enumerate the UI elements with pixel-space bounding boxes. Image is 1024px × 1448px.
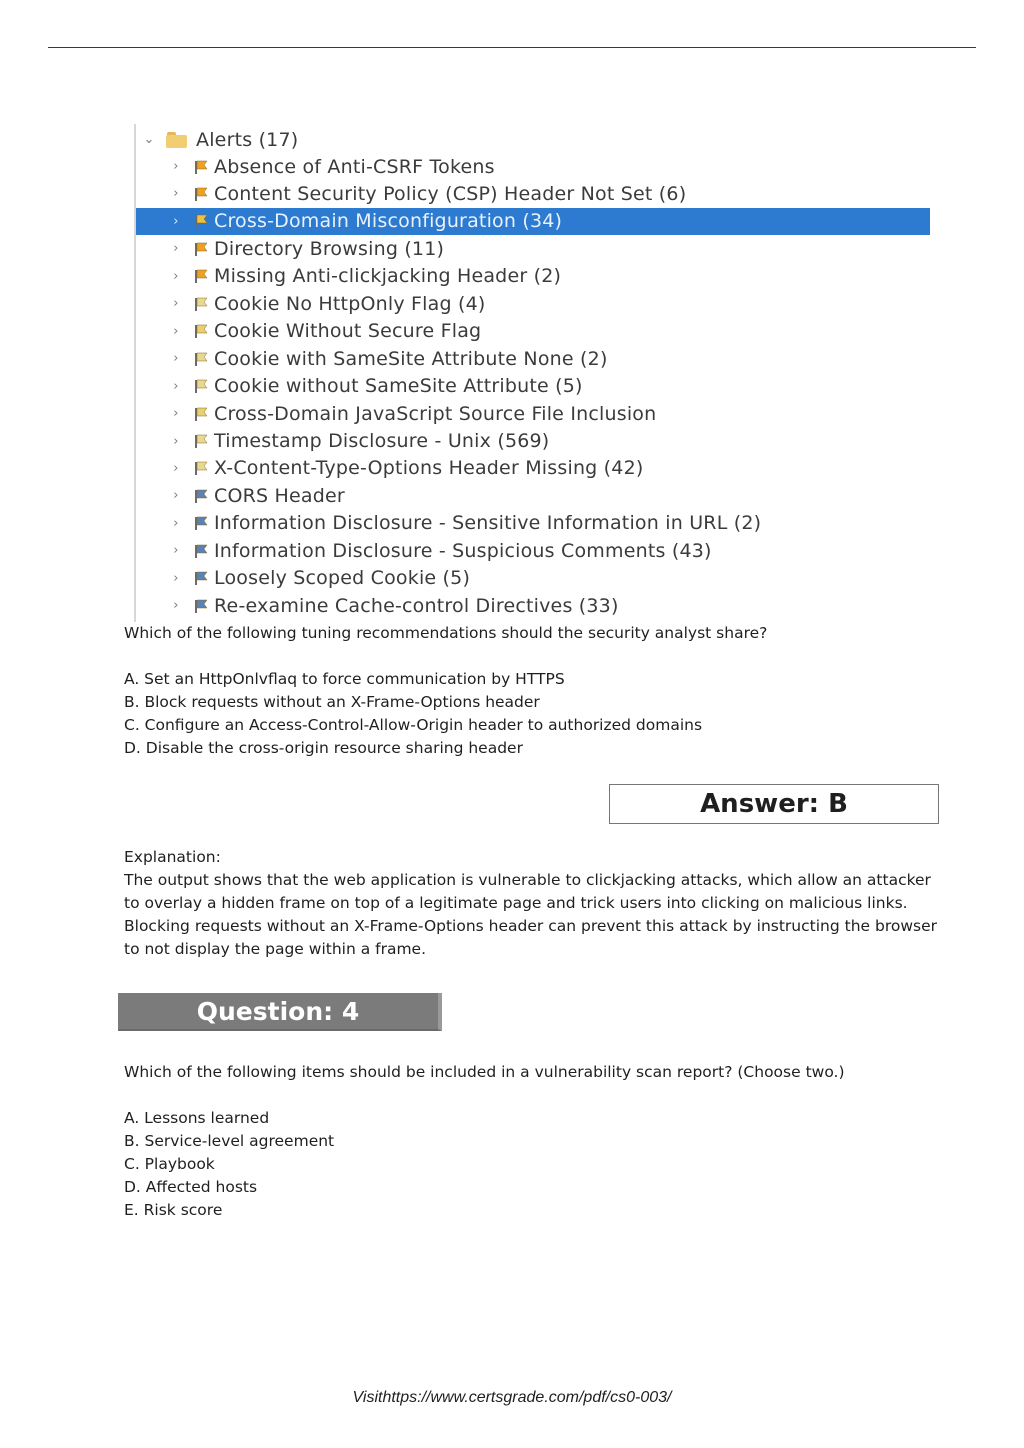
explanation-line-2: to overlay a hidden frame on top of a legitimate page and trick users into clicking on malicious links.	[124, 894, 908, 912]
flag-icon	[193, 213, 211, 229]
chevron-right-icon[interactable]: ›	[173, 433, 179, 449]
explanation-heading: Explanation:	[124, 848, 221, 866]
chevron-down-icon[interactable]: ⌄	[143, 132, 155, 147]
alert-item-label: Cookie with SameSite Attribute None (2)	[214, 347, 608, 370]
alert-item[interactable]	[136, 290, 930, 317]
alert-item[interactable]	[136, 482, 930, 509]
question4-option-c: C. Playbook	[124, 1155, 215, 1173]
alert-item[interactable]	[136, 373, 930, 400]
flag-icon	[193, 433, 211, 449]
question3-option-a: A. Set an HttpOnlvflaq to force communication by HTTPS	[124, 670, 565, 688]
flag-icon	[193, 351, 211, 367]
alert-item[interactable]	[136, 235, 930, 262]
alert-item[interactable]	[136, 153, 930, 180]
tree-root-label: Alerts (17)	[196, 128, 299, 151]
alert-item-label: Cookie without SameSite Attribute (5)	[214, 375, 583, 398]
alert-item-label: Loosely Scoped Cookie (5)	[214, 567, 471, 590]
chevron-right-icon[interactable]: ›	[173, 213, 179, 229]
alert-item[interactable]	[136, 345, 930, 372]
flag-icon	[193, 378, 211, 394]
chevron-right-icon[interactable]: ›	[173, 186, 179, 202]
question4-option-b: B. Service-level agreement	[124, 1132, 335, 1150]
flag-icon	[193, 241, 211, 257]
flag-icon	[193, 186, 211, 202]
alert-item[interactable]	[136, 565, 930, 592]
folder-icon	[166, 132, 188, 148]
header-rule	[48, 47, 976, 48]
question4-prompt: Which of the following items should be included in a vulnerability scan report? (Choose two.)	[124, 1063, 845, 1081]
question3-block	[124, 622, 944, 645]
answer-box	[609, 784, 939, 824]
chevron-right-icon[interactable]: ›	[173, 515, 179, 531]
alert-item[interactable]	[136, 592, 930, 619]
question4-option-e: E. Risk score	[124, 1201, 223, 1219]
flag-icon	[193, 159, 211, 175]
alert-item-label: Information Disclosure - Suspicious Comments (43)	[214, 539, 712, 562]
question4-banner-label: Question: 4	[196, 996, 360, 1026]
alert-item[interactable]	[136, 455, 930, 482]
alert-item[interactable]	[136, 208, 930, 235]
flag-icon	[193, 515, 211, 531]
alert-item-label: Content Security Policy (CSP) Header Not Set (6)	[214, 182, 687, 205]
question3-options	[124, 668, 944, 760]
question4-option-d: D. Affected hosts	[124, 1178, 258, 1196]
flag-icon	[193, 570, 211, 586]
chevron-right-icon[interactable]: ›	[173, 378, 179, 394]
alert-item-label: Cookie No HttpOnly Flag (4)	[214, 292, 486, 315]
alert-item-label: Missing Anti-clickjacking Header (2)	[214, 265, 562, 288]
flag-icon	[193, 598, 211, 614]
chevron-right-icon[interactable]: ›	[173, 543, 179, 559]
chevron-right-icon[interactable]: ›	[173, 268, 179, 284]
chevron-right-icon[interactable]: ›	[173, 598, 179, 614]
question3-option-d: D. Disable the cross-origin resource sharing header	[124, 739, 523, 757]
question4-options	[124, 1107, 944, 1222]
question4-option-a: A. Lessons learned	[124, 1109, 270, 1127]
alert-item-label: Cross-Domain Misconfiguration (34)	[214, 210, 563, 233]
alert-item-label: Cross-Domain JavaScript Source File Inclusion	[214, 402, 657, 425]
flag-icon	[193, 406, 211, 422]
alerts-tree	[134, 124, 932, 622]
flag-icon	[193, 488, 211, 504]
chevron-right-icon[interactable]: ›	[173, 488, 179, 504]
alert-item[interactable]	[136, 400, 930, 427]
alert-item[interactable]	[136, 318, 930, 345]
alert-item[interactable]	[136, 180, 930, 207]
explanation-line-1: The output shows that the web application is vulnerable to clickjacking attacks, which allow an attacker	[124, 871, 931, 889]
alert-item-label: Information Disclosure - Sensitive Information in URL (2)	[214, 512, 762, 535]
chevron-right-icon[interactable]: ›	[173, 159, 179, 174]
alert-item-label: Directory Browsing (11)	[214, 237, 445, 260]
alert-item-label: Timestamp Disclosure - Unix (569)	[214, 430, 550, 452]
chevron-right-icon[interactable]: ›	[173, 406, 179, 422]
alert-item-label: Cookie Without Secure Flag	[214, 320, 482, 343]
question3-prompt: Which of the following tuning recommendations should the security analyst share?	[124, 624, 768, 642]
alert-item[interactable]	[136, 537, 930, 564]
alert-item[interactable]	[136, 428, 930, 455]
alert-item[interactable]	[136, 263, 930, 290]
chevron-right-icon[interactable]: ›	[173, 241, 179, 257]
question4-block	[124, 1061, 944, 1084]
explanation	[124, 846, 944, 961]
alert-item-label: X-Content-Type-Options Header Missing (42)	[214, 457, 644, 480]
chevron-right-icon[interactable]: ›	[173, 460, 179, 476]
flag-icon	[193, 268, 211, 284]
question4-banner	[118, 993, 442, 1031]
chevron-right-icon[interactable]: ›	[173, 323, 179, 339]
tree-root-alerts[interactable]	[136, 126, 930, 153]
explanation-line-3: Blocking requests without an X-Frame-Options header can prevent this attack by instructing the browser	[124, 917, 938, 935]
explanation-line-4: to not display the page within a frame.	[124, 940, 427, 958]
flag-icon	[193, 296, 211, 312]
flag-icon	[193, 460, 211, 476]
flag-icon	[193, 323, 211, 339]
alert-item-label: Absence of Anti-CSRF Tokens	[214, 155, 495, 178]
chevron-right-icon[interactable]: ›	[173, 570, 179, 586]
footer-link[interactable]: Visithttps://www.certsgrade.com/pdf/cs0-003/	[352, 1389, 672, 1406]
question3-option-c: C. Configure an Access-Control-Allow-Origin header to authorized domains	[124, 716, 703, 734]
alert-item[interactable]	[136, 510, 930, 537]
chevron-right-icon[interactable]: ›	[173, 296, 179, 312]
answer-text: Answer: B	[700, 789, 848, 819]
chevron-right-icon[interactable]: ›	[173, 351, 179, 367]
alert-item-label: Re-examine Cache-control Directives (33)	[214, 594, 619, 617]
question3-option-b: B. Block requests without an X-Frame-Options header	[124, 693, 540, 711]
alert-item-label: CORS Header	[214, 484, 345, 507]
flag-icon	[193, 543, 211, 559]
